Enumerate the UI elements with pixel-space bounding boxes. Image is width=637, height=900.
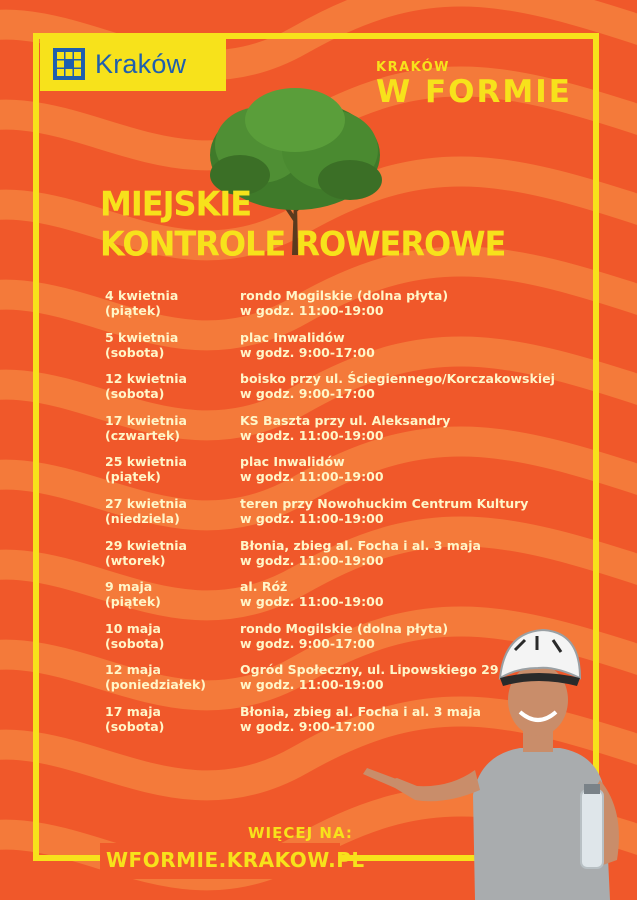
title-line-1: MIEJSKIE — [100, 184, 252, 224]
schedule-place: boisko przy ul. Ściegiennego/Korczakowskiej — [240, 371, 555, 387]
schedule-hours: w godz. 11:00-19:00 — [240, 552, 384, 568]
schedule-place: teren przy Nowohuckim Centrum Kultury — [240, 495, 529, 511]
schedule-weekday: (czwartek) — [105, 427, 181, 443]
list-item — [105, 330, 575, 372]
schedule-hours: w godz. 11:00-19:00 — [240, 677, 384, 693]
page-title — [100, 184, 505, 264]
schedule-weekday: (sobota) — [105, 344, 165, 360]
schedule-date: 27 kwietnia — [105, 495, 187, 511]
schedule-place: Ogród Społeczny, ul. Lipowskiego 29 — [240, 662, 499, 678]
schedule-date: 12 kwietnia — [105, 371, 187, 387]
brand-w-formie — [376, 60, 576, 109]
list-item — [105, 288, 575, 330]
schedule-place: Błonia, zbieg al. Focha i al. 3 maja — [240, 703, 481, 719]
schedule-place: rondo Mogilskie (dolna płyta) — [240, 620, 449, 636]
schedule-hours: w godz. 11:00-19:00 — [240, 303, 384, 318]
schedule-weekday: (sobota) — [105, 386, 165, 402]
schedule-hours: w godz. 11:00-19:00 — [240, 469, 384, 485]
schedule-hours: w godz. 11:00-19:00 — [240, 594, 384, 610]
schedule-weekday: (sobota) — [105, 718, 165, 734]
schedule-weekday: (poniedziałek) — [105, 677, 206, 693]
schedule-place: Błonia, zbieg al. Focha i al. 3 maja — [240, 537, 481, 553]
schedule-place: al. Róż — [240, 579, 288, 595]
list-item — [105, 496, 575, 538]
list-item — [105, 579, 575, 621]
list-item — [105, 413, 575, 455]
schedule-hours: w godz. 9:00-17:00 — [240, 344, 375, 360]
schedule-date: 9 maja — [105, 579, 153, 595]
krakow-logo-mark-icon — [53, 48, 85, 80]
website-link[interactable]: WFORMIE.KRAKOW.PL — [106, 848, 365, 872]
title-line-2: KONTROLE ROWEROWE — [100, 224, 506, 264]
more-info-label: WIĘCEJ NA: — [248, 824, 353, 842]
schedule-hours: w godz. 9:00-17:00 — [240, 718, 375, 734]
brand-big-text: W FORMIE — [376, 74, 572, 110]
schedule-date: 12 maja — [105, 662, 161, 678]
schedule-date: 4 kwietnia — [105, 288, 179, 303]
schedule-hours: w godz. 11:00-19:00 — [240, 510, 384, 526]
schedule-place: plac Inwalidów — [240, 454, 345, 470]
schedule-place: KS Baszta przy ul. Aleksandry — [240, 412, 451, 428]
krakow-logo — [40, 37, 226, 91]
schedule-hours: w godz. 9:00-17:00 — [240, 386, 375, 402]
schedule-weekday: (wtorek) — [105, 552, 166, 568]
cyclist-person-icon — [355, 620, 637, 900]
list-item — [105, 454, 575, 496]
schedule-weekday: (piątek) — [105, 303, 161, 318]
schedule-place: rondo Mogilskie (dolna płyta) — [240, 288, 449, 303]
schedule-date: 10 maja — [105, 620, 161, 636]
schedule-weekday: (sobota) — [105, 635, 165, 651]
list-item — [105, 538, 575, 580]
schedule-weekday: (piątek) — [105, 469, 161, 485]
schedule-weekday: (piątek) — [105, 594, 161, 610]
schedule-date: 25 kwietnia — [105, 454, 187, 470]
schedule-date: 17 maja — [105, 703, 161, 719]
schedule-date: 29 kwietnia — [105, 537, 187, 553]
schedule-date: 17 kwietnia — [105, 412, 187, 428]
schedule-hours: w godz. 11:00-19:00 — [240, 427, 384, 443]
schedule-hours: w godz. 9:00-17:00 — [240, 635, 375, 651]
list-item — [105, 371, 575, 413]
logo-text: Kraków — [95, 48, 187, 79]
schedule-place: plac Inwalidów — [240, 329, 345, 345]
brand-small-text: KRAKÓW — [376, 60, 451, 75]
schedule-weekday: (niedziela) — [105, 510, 180, 526]
schedule-date: 5 kwietnia — [105, 329, 179, 345]
